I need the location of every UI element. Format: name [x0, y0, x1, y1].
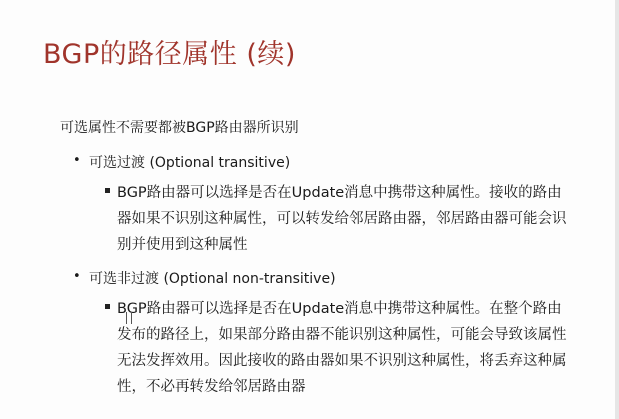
square-bullet-icon [105, 304, 110, 309]
detail-text: BGP路由器可以选择是否在Update消息中携带这种属性。在整个路由发布的路径上，如果部分路由器不能识别这种属性，可能会导致该属性无法发挥效用。因此接收的路由器如果不识别这种属性，将丢弃这种属性，不必再转发给邻居路由器 [117, 301, 567, 395]
square-bullet-icon [105, 188, 110, 193]
sub-bullet-non-transitive-detail [105, 296, 575, 400]
intro-text: 可选属性不需要都被BGP路由器所识别 [60, 120, 299, 136]
sub-bullet-transitive-detail [105, 180, 575, 258]
window-edge [615, 0, 619, 419]
bullet-dot-icon: • [73, 153, 81, 168]
bullet-label: 可选非过渡 (Optional non-transitive) [89, 271, 336, 287]
detail-text: BGP路由器可以选择是否在Update消息中携带这种属性。接收的路由器如果不识别这种属性，可以转发给邻居路由器，邻居路由器可能会识别并使用到这种属性 [117, 185, 567, 253]
slide-title: BGP的路径属性 (续) [43, 39, 296, 70]
bullet-dot-icon: • [73, 269, 81, 284]
bullet-label: 可选过渡 (Optional transitive) [89, 155, 291, 171]
text-cursor-icon [126, 312, 132, 324]
